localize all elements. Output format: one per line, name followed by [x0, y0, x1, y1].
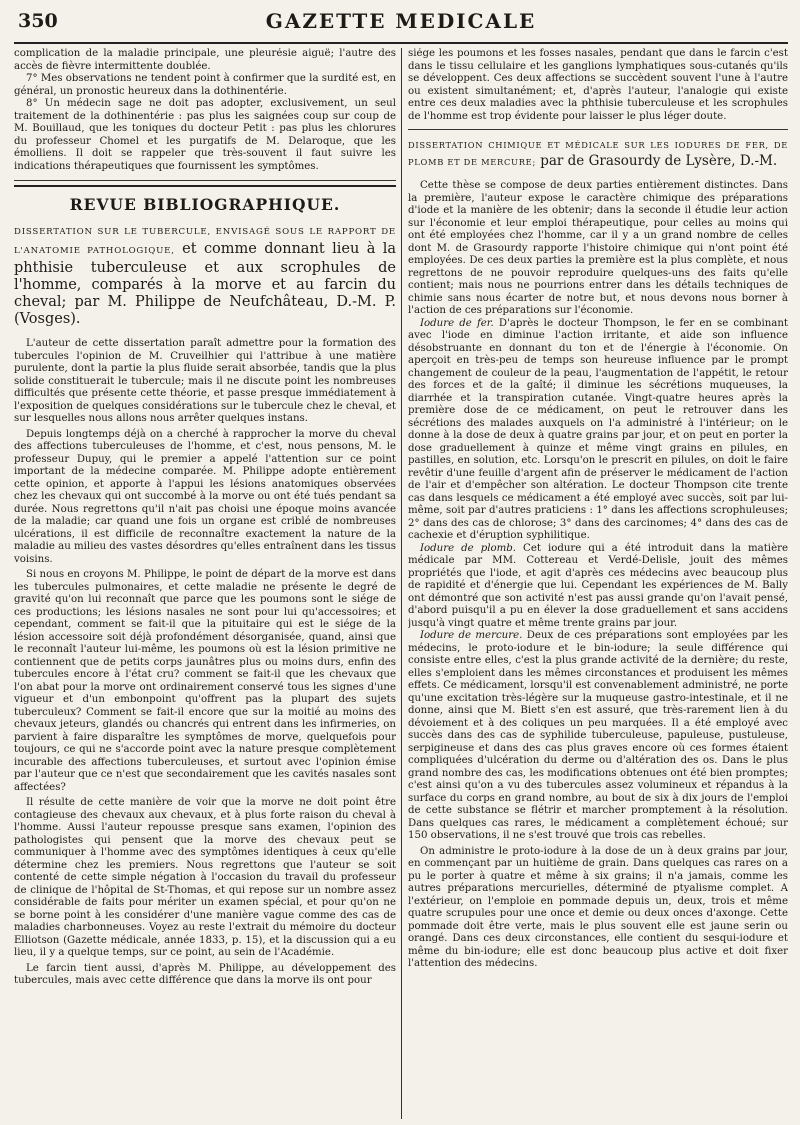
paragraph: Depuis longtemps déjà on a cherché à rapprocher la morve du cheval des affections tuberculeuses de l'homme, et c'est, nous pensons, M. le professeur Dupuy, qui le premier a appelé l'attention sur ce point important de la médecine comparée. M. Philippe adopte entièrement cette opinion, et apporte à l'appui les lésions anatomiques observées chez les chevaux qui ont succombé à la morve ou ont été tués pendant sa durée. Nous regrettons qu'il n'ait pas choisi une époque moins avancée de la maladie; car quand une fois un organe est criblé de nombreuses ulcérations, il est difficile de reconnaître exactement la nature de la maladie au milieu des vastes désordres qu'elles entraînent dans les tissus voisins. [14, 428, 396, 565]
section-heading: REVUE BIBLIOGRAPHIQUE. [69, 195, 341, 214]
page-number: 350 [18, 10, 58, 32]
section-divider [14, 180, 396, 187]
page-header [14, 4, 788, 44]
paragraph-iodure-mercure [408, 630, 788, 843]
paragraph: Le farcin tient aussi, d'après M. Philippe, au développement des tubercules, mais avec cette différence que dans la morve ils ont pour [14, 962, 396, 986]
subheading-iodure-plomb: Iodure de plomb. [420, 542, 517, 554]
paragraph: Il résulte de cette manière de voir que la morve ne doit point être contagieuse des chevaux aux chevaux, et à plus forte raison du cheval à l'homme. Aussi l'auteur repousse presque sans examen, l'opinion des pathologistes qui pensent que la morve des chevaux peut se communiquer à l'homme avec des symptômes identiques à ceux qu'elle détermine chez les premiers. Nous regrettons que l'auteur se soit contenté de cette simple négation à l'occasion du travail du professeur de clinique de l'hôpital de St-Thomas, et qui repose sur un nombre assez considérable de faits pour mériter un examen spécial, et pour qu'on ne se borne point à les considérer d'une manière vague comme des cas de maladies charbonneuses. Voyez au reste l'extrait du mémoire du docteur Elliotson (Gazette médicale, année 1833, p. 15), et la discussion qui a eu lieu, il y a quelque temps, sur ce point, au sein de l'Académie. [14, 797, 396, 958]
article-divider [408, 129, 788, 130]
article-title [14, 222, 396, 328]
paragraph: complication de la maladie principale, une pleurésie aiguë; l'autre des accès de fièvre intermittente doublée. [14, 48, 396, 72]
paragraph: 7° Mes observations ne tendent point à confirmer que la surdité est, en général, un pronostic heureux dans la dothinentérie. [14, 73, 396, 97]
article-title-lead: DISSERTATION SUR LE TUBERCULE, ENVISAGÉ SOUS LE RAPPORT DE L'ANATOMIE PATHOLOGIQUE, [14, 227, 396, 256]
paragraph: 8° Un médecin sage ne doit pas adopter, exclusivement, un seul traitement de la dothinentérie : pas plus les saignées coup sur coup de M. Bouillaud, que les toniques du docteur Petit : pas plus les chlorures du professeur Chomel et les purgatifs de M. Delaroque, que les émolliens. Il doit se rappeler que très-souvent il faut suivre les indications thérapeutiques que fournissent les symptômes. [14, 98, 396, 172]
article-title [408, 136, 788, 170]
left-column [14, 48, 396, 1119]
subheading-iodure-mercure: Iodure de mercure. [420, 630, 523, 641]
right-column [408, 48, 788, 1119]
paragraph-iodure-plomb [408, 543, 788, 631]
columns [14, 48, 788, 1119]
article-title-lead: DISSERTATION CHIMIQUE ET MÉDICALE SUR LES IODURES DE FER, DE PLOMB ET DE MERCURE; [408, 140, 788, 167]
paragraph: Cette thèse se compose de deux parties entièrement distinctes. Dans la première, l'auteur expose le caractère chimique des préparations d'iode et la manière de les obtenir; dans la seconde il étudie leur action sur l'économie et leur emploi thérapeutique, pour celles au moins qui ont été employées chez l'homme, car il y a un grand nombre de celles dont M. de Grasourdy rapporte l'histoire chimique qui n'ont point été employées. De ces deux parties la première est la plus complète, et nous regrettons de ne pouvoir reproduire quelques-uns des faits qu'elle contient; mais nous ne pourrions entrer dans les détails techniques de chimie sans nous écarter de notre but, et nous devons nous borner à l'action de ces préparations sur l'économie. [408, 180, 788, 316]
paragraph: On administre le proto-iodure à la dose de un à deux grains par jour, en commençant par un huitième de grain. Dans quelques cas rares on a pu le porter à quatre et même à six grains; il n'a jamais, comme les autres préparations mercurielles, déterminé de ptyalisme complet. A l'extérieur, on l'emploie en pommade depuis un, deux, trois et même quatre scrupules pour une once et demie ou deux onces d'axonge. Cette pommade doit être verte, mais le plus souvent elle est jaune serin ou orangé. Dans ces deux circonstances, elle contient du sesqui-iodure et même du bin-iodure; elle est donc beaucoup plus active et doit fixer l'attention des médecins. [408, 845, 788, 969]
paragraph: L'auteur de cette dissertation paraît admettre pour la formation des tubercules l'opinion de M. Cruveilhier qui l'attribue à une matière purulente, dont la partie la plus fluide serait absorbée, tandis que la plus solide constituerait le tubercule; mais il ne discute point les nombreuses difficultés que présente cette théorie, et passe presque immédiatement à l'exposition de quelques considérations sur le tubercule chez le cheval, et sur lesquelles nous allons nous arrêter quelques instans. [14, 338, 396, 424]
journal-title: GAZETTE MEDICALE [265, 9, 537, 33]
article-title-rest: et comme donnant lieu à la phthisie tuberculeuse et aux scrophules de l'homme, comparés à la morve et au farcin du cheval; par M. Philippe de Neufchâteau, D.-M. P. (Vosges). [14, 241, 396, 327]
paragraph-text: Cet iodure qui a été introduit dans la matière médicale par MM. Cottereau et Verdé-Delisle, jouit des mêmes propriétés que l'iode, et agit d'après ces médecins avec beaucoup plus de rapidité et d'énergie que lui. Cependant les expériences de M. Bally ont démontré que son activité n'est pas aussi grande qu'on l'avait pensé, d'abord puisqu'il a pu en élever la dose graduellement et sans accidens jusqu'à vingt quatre et même trente grains par jour. [408, 542, 788, 629]
paragraph: Si nous en croyons M. Philippe, le point de départ de la morve est dans les tubercules pulmonaires, et cette maladie ne présente le degré de gravité qu'on lui reconnaît que parce que les poumons sont le siége de ces productions; les lésions nasales ne sont pour lui qu'accessoires; et cependant, comment se fait-il que la pituitaire qui est le siége de la lésion accessoire soit déjà profondément désorganisée, quand, ainsi que le reconnaît l'auteur lui-même, les poumons où est la lésion primitive ne contiennent que de petits corps jaunâtres plus ou moins durs, enfin des tubercules encore à l'état cru? comment se fait-il que les chevaux que l'on abat pour la morve ont ordinairement conservé tous les signes d'une vigueur et d'un embonpoint qu'offrent pas la plupart des sujets tuberculeux? Comment se fait-il encore que sur la moitié au moins des chevaux jeteurs, glandés ou chancrés qui entrent dans les infirmeries, on parvient à faire disparaître les symptômes de morve, quelquefois pour toujours, ce qui ne s'accorde point avec la nature presque complètement incurable des affections tuberculeuses, et surtout avec l'opinion émise par l'auteur que ce n'est que secondairement que les cavités nasales sont affectées? [14, 569, 396, 793]
paragraph-text: Deux de ces préparations sont employées par les médecins, le proto-iodure et le bin-iodure; la seule différence qui consiste entre elles, c'est la plus grande activité de la dernière; du reste, elles s'emploient dans les mêmes circonstances et produisent les mêmes effets. Ce médicament, lorsqu'il est convenablement administré, ne porte qu'une excitation très-légère sur la muqueuse gastro-intestinale, et il ne donne, ainsi que M. Biett s'en est assuré, que très-rarement lien à du dévoiement et à des coliques un peu marquées. Il a été employé avec succès dans des cas de syphilide tuberculeuse, papuleuse, pustuleuse, serpigineuse et dans des cas plus graves encore où ces formes étaient compliquées d'ulcération du derme ou d'altération des os. Dans le plus grand nombre des cas, les modifications obtenues ont été bien promptes; c'est ainsi qu'on a vu des tubercules assez volumineux et répandus à la surface du corps en grand nombre, au bout de six à dix jours de l'emploi de cette substance se flétrir et marcher promptement à la résolution. Dans quelques cas rares, le médicament a complètement échoué; sur 150 observations, il ne s'est trouvé que trois cas rebelles. [408, 630, 788, 841]
paragraph-text: D'après le docteur Thompson, le fer en se combinant avec l'iode en diminue l'action irritante, et aide son influence désobstruante en donnant du ton et de l'énergie à l'économie. On aperçoit en très-peu de temps son heureuse influence par le prompt changement de couleur de la peau, l'augmentation de l'appétit, le retour des forces et de la gaîté; il diminue les sécrétions muqueuses, la diarrhée et la transpiration cutanée. Vingt-quatre heures après la première dose de ce médicament, on peut le retrouver dans les sécrétions des malades auxquels on l'a administré à l'intérieur; on le donne à la dose de deux à quatre grains par jour, et on peut en porter la dose graduellement à quinze et même vingt grains en pilules, en pastilles, en solution, etc. Lorsqu'on le prescrit en pilules, on doit le faire revêtir d'une feuille d'argent afin de préserver le médicament de l'action de l'air et d'empêcher son altération. Le docteur Thompson cite trente cas dans lesquels ce médicament a été employé avec succès, soit par lui-même, soit par d'autres praticiens : 1° dans les affections scrophuleuses; 2° dans des cas de chlorose; 3° dans des carcinomes; 4° dans des cas de cachexie et d'éruption syphilitique. [408, 317, 788, 541]
page [14, 4, 788, 1119]
paragraph: siége les poumons et les fosses nasales, pendant que dans le farcin c'est dans le tissu cellulaire et les ganglions lymphatiques sous-cutanés qu'ils se développent. Ces deux affections se succèdent souvent l'une à l'autre ou existent simultanément; et, d'après l'auteur, l'analogie qui existe entre ces deux maladies avec la phthisie tuberculeuse et les scrophules de l'homme est trop évidente pour laisser le plus léger doute. [408, 48, 788, 122]
subheading-iodure-fer: Iodure de fer. [420, 317, 494, 329]
column-rule [401, 48, 402, 1119]
article-title-rest: par de Grasourdy de Lysère, D.-M. [535, 153, 778, 169]
paragraph-iodure-fer [408, 318, 788, 543]
